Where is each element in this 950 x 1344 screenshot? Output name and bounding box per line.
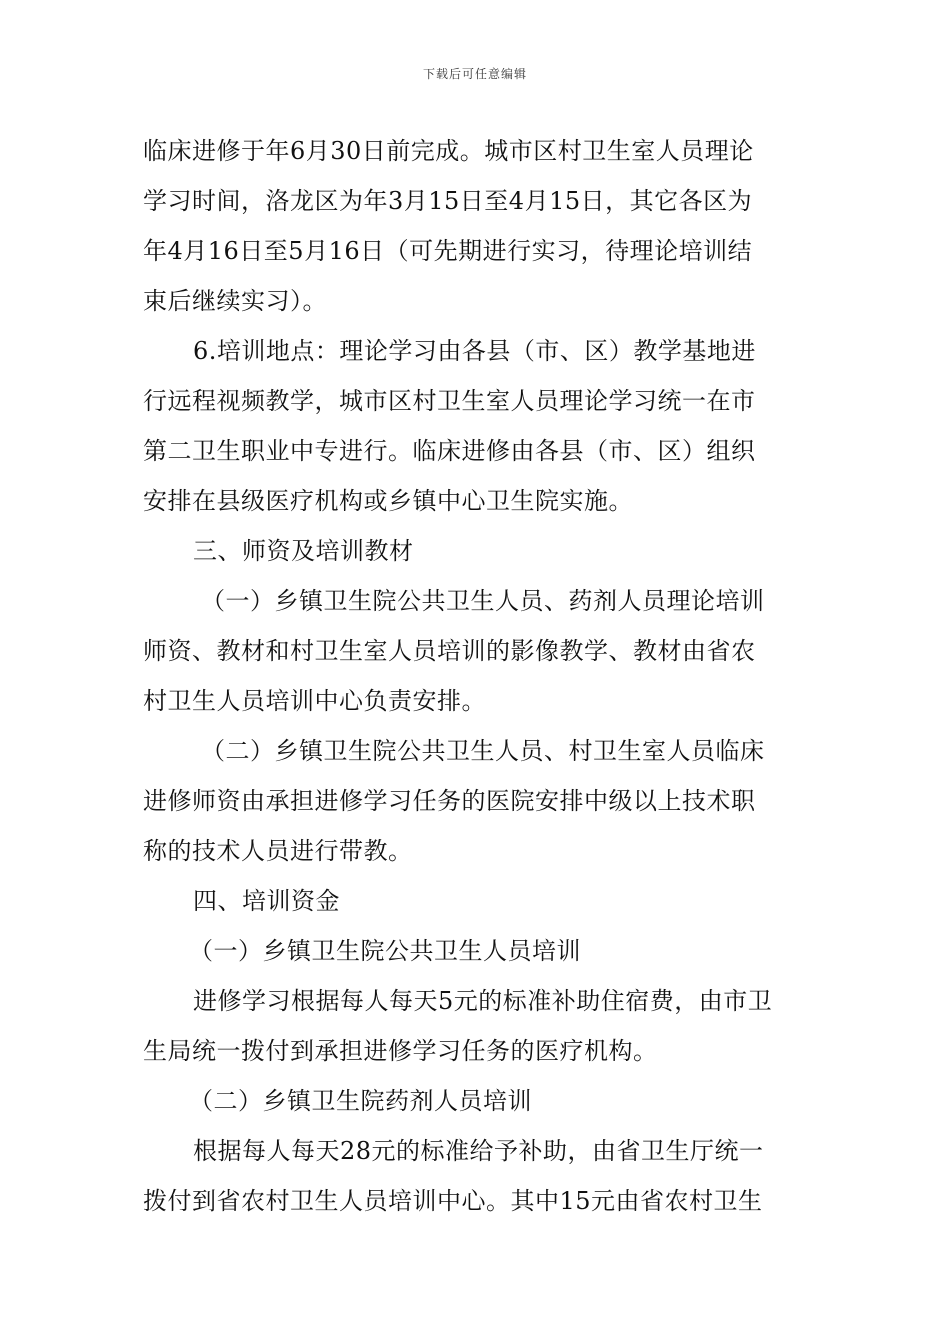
section-heading-4: 四、培训资金: [193, 887, 340, 915]
body-line: 束后继续实习）。: [143, 287, 327, 315]
body-line: 村卫生人员培训中心负责安排。: [143, 687, 486, 715]
body-line: 年4月16日至5月16日（可先期进行实习，待理论培训结: [143, 237, 753, 265]
subsection-heading: （二）乡镇卫生院药剂人员培训: [189, 1087, 532, 1115]
paragraph-training-location: 6.培训地点：理论学习由各县（市、区）教学基地进: [193, 337, 756, 365]
body-line: 临床进修于年6月30日前完成。城市区村卫生室人员理论: [143, 137, 754, 165]
body-line: 拨付到省农村卫生人员培训中心。其中15元由省农村卫生: [143, 1187, 763, 1215]
body-line: 第二卫生职业中专进行。临床进修由各县（市、区）组织: [143, 437, 756, 465]
body-line: 根据每人每天28元的标准给予补助，由省卫生厅统一: [193, 1137, 764, 1165]
body-line: 进修师资由承担进修学习任务的医院安排中级以上技术职: [143, 787, 756, 815]
body-line: 行远程视频教学，城市区村卫生室人员理论学习统一在市: [143, 387, 756, 415]
subsection-heading: （二）乡镇卫生院公共卫生人员、村卫生室人员临床: [201, 737, 765, 765]
page-header: 下载后可任意编辑: [422, 67, 527, 81]
body-line: 安排在县级医疗机构或乡镇中心卫生院实施。: [143, 487, 633, 515]
body-line: 称的技术人员进行带教。: [143, 837, 413, 865]
body-line: 师资、教材和村卫生室人员培训的影像教学、教材由省农: [143, 637, 756, 665]
body-line: 生局统一拨付到承担进修学习任务的医疗机构。: [143, 1037, 658, 1065]
subsection-heading: （一）乡镇卫生院公共卫生人员培训: [189, 937, 581, 965]
document-body: [143, 126, 808, 1226]
body-line: 学习时间，洛龙区为年3月15日至4月15日，其它各区为: [143, 187, 753, 215]
body-line: 进修学习根据每人每天5元的标准补助住宿费，由市卫: [193, 987, 773, 1015]
section-heading-3: 三、师资及培训教材: [193, 537, 414, 565]
subsection-heading: （一）乡镇卫生院公共卫生人员、药剂人员理论培训: [201, 587, 765, 615]
